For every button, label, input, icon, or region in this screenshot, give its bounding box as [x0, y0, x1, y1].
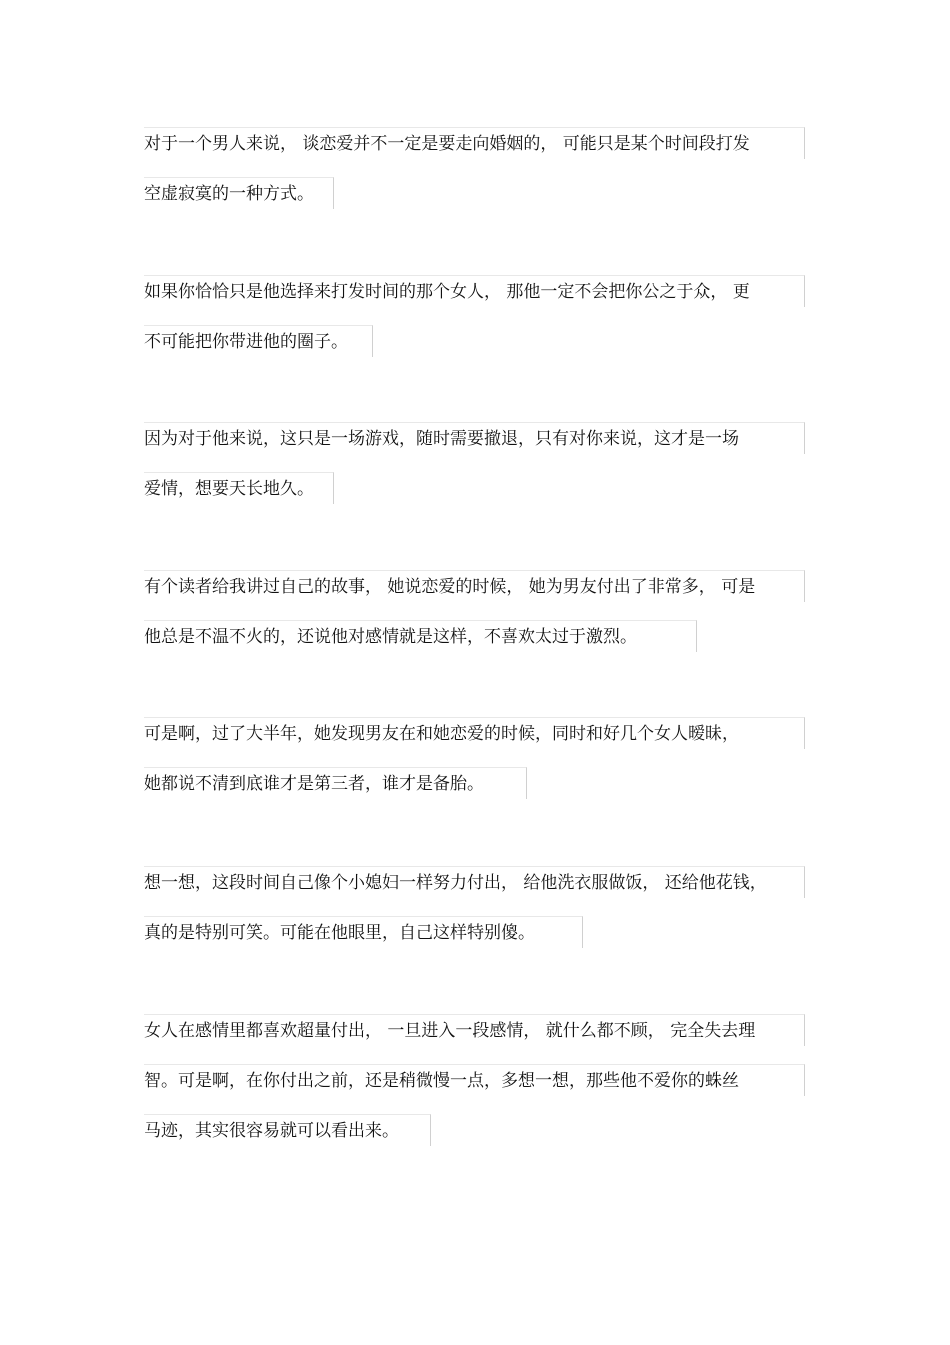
paragraph-6-line-1: 想一想，这段时间自己像个小媳妇一样努力付出， 给他洗衣服做饭， 还给他花钱， — [144, 866, 805, 898]
paragraph-1-line-1: 对于一个男人来说， 谈恋爱并不一定是要走向婚姻的， 可能只是某个时间段打发 — [144, 127, 805, 159]
paragraph-5-line-1: 可是啊，过了大半年，她发现男友在和她恋爱的时候，同时和好几个女人暧昧， — [144, 717, 805, 749]
paragraph-4-line-2: 他总是不温不火的，还说他对感情就是这样，不喜欢太过于激烈。 — [144, 620, 697, 652]
paragraph-2-line-1: 如果你恰恰只是他选择来打发时间的那个女人， 那他一定不会把你公之于众， 更 — [144, 275, 805, 307]
paragraph-5-line-2: 她都说不清到底谁才是第三者，谁才是备胎。 — [144, 767, 527, 799]
paragraph-7-line-3: 马迹，其实很容易就可以看出来。 — [144, 1114, 431, 1146]
paragraph-4-line-1: 有个读者给我讲过自己的故事， 她说恋爱的时候， 她为男友付出了非常多， 可是 — [144, 570, 805, 602]
paragraph-7-line-1: 女人在感情里都喜欢超量付出， 一旦进入一段感情， 就什么都不顾， 完全失去理 — [144, 1014, 805, 1046]
paragraph-2-line-2: 不可能把你带进他的圈子。 — [144, 325, 373, 357]
paragraph-3-line-2: 爱情，想要天长地久。 — [144, 472, 334, 504]
paragraph-3-line-1: 因为对于他来说，这只是一场游戏，随时需要撤退，只有对你来说，这才是一场 — [144, 422, 805, 454]
paragraph-7-line-2: 智。可是啊，在你付出之前，还是稍微慢一点，多想一想，那些他不爱你的蛛丝 — [144, 1064, 805, 1096]
paragraph-1-line-2: 空虚寂寞的一种方式。 — [144, 177, 334, 209]
paragraph-6-line-2: 真的是特别可笑。可能在他眼里，自己这样特别傻。 — [144, 916, 583, 948]
